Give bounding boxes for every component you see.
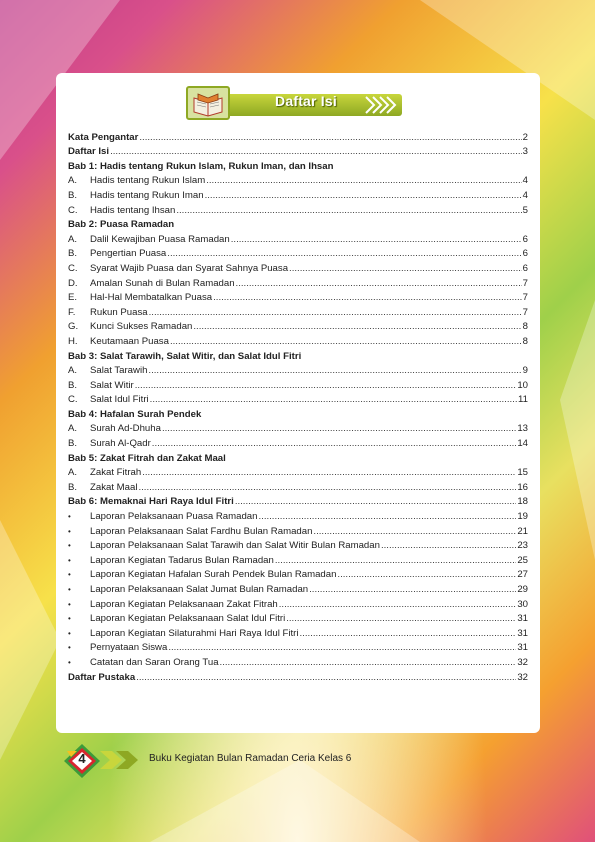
toc-entry-label: Hadis tentang Ihsan bbox=[90, 204, 176, 216]
toc-page-number: 7 bbox=[522, 292, 528, 304]
toc-entry-marker: A. bbox=[68, 233, 78, 245]
toc-entry bbox=[68, 493, 528, 508]
toc-entry-marker: • bbox=[68, 599, 71, 609]
toc-entry bbox=[68, 318, 528, 333]
toc-entry-label: Salat Witir bbox=[90, 379, 134, 391]
toc-page-number: 2 bbox=[522, 131, 528, 143]
toc-entry-label: Daftar Isi bbox=[68, 146, 110, 158]
toc-entry-marker: F. bbox=[68, 306, 76, 318]
toc-entry-marker: • bbox=[68, 555, 71, 565]
dot-leader bbox=[136, 672, 516, 683]
toc-entry bbox=[68, 595, 528, 610]
toc-entry-label: Bab 3: Salat Tarawih, Salat Witir, dan Salat Idul Fitri bbox=[68, 350, 302, 362]
dot-leader bbox=[142, 467, 516, 478]
dot-leader bbox=[193, 321, 521, 332]
toc-chapter-heading bbox=[68, 157, 528, 172]
toc-page-number: 16 bbox=[517, 481, 528, 493]
toc-entry-label: Pernyataan Siswa bbox=[90, 642, 168, 654]
dot-leader bbox=[289, 263, 522, 274]
toc-entry bbox=[68, 362, 528, 377]
toc-entry bbox=[68, 201, 528, 216]
toc-entry-label: Pengertian Puasa bbox=[90, 248, 167, 260]
toc-entry-marker: D. bbox=[68, 277, 78, 289]
toc-page-number: 32 bbox=[517, 656, 528, 668]
dot-leader bbox=[150, 394, 517, 405]
dot-leader bbox=[286, 613, 516, 624]
dot-leader bbox=[205, 190, 522, 201]
toc-entry-label: Kunci Sukses Ramadan bbox=[90, 321, 193, 333]
dot-leader bbox=[236, 278, 522, 289]
toc-entry-label: Zakat Fitrah bbox=[90, 467, 142, 479]
dot-leader bbox=[149, 307, 522, 318]
toc-entry bbox=[68, 653, 528, 668]
toc-entry bbox=[68, 537, 528, 552]
toc-page-number: 11 bbox=[518, 394, 528, 406]
dot-leader bbox=[167, 248, 521, 259]
dot-leader bbox=[381, 540, 516, 551]
toc-page-number: 14 bbox=[517, 438, 528, 450]
toc-entry-marker: A. bbox=[68, 467, 78, 479]
chevron-arrows-icon bbox=[364, 94, 404, 116]
toc-entry bbox=[68, 274, 528, 289]
toc-page-number: 8 bbox=[522, 335, 528, 347]
dot-leader bbox=[176, 205, 521, 216]
toc-entry-label: Daftar Pustaka bbox=[68, 671, 136, 683]
toc-entry-marker: C. bbox=[68, 204, 78, 216]
toc-entry-label: Bab 6: Memaknai Hari Raya Idul Fitri bbox=[68, 496, 234, 508]
toc-entry bbox=[68, 128, 528, 143]
toc-entry-marker: • bbox=[68, 570, 71, 580]
toc-entry-label: Rukun Puasa bbox=[90, 306, 148, 318]
dot-leader bbox=[110, 146, 522, 157]
toc-entry-marker: C. bbox=[68, 394, 78, 406]
toc-page-number: 29 bbox=[517, 584, 528, 595]
toc-entry bbox=[68, 551, 528, 566]
toc-entry bbox=[68, 610, 528, 625]
toc-entry-label: Hal-Hal Membatalkan Puasa bbox=[90, 292, 213, 304]
toc-entry-marker: B. bbox=[68, 379, 78, 391]
toc-entry-marker: A. bbox=[68, 365, 78, 377]
toc-entry-label: Bab 5: Zakat Fitrah dan Zakat Maal bbox=[68, 452, 226, 464]
toc-entry-marker: B. bbox=[68, 481, 78, 493]
toc-entry-marker: B. bbox=[68, 248, 78, 260]
toc-page-number: 7 bbox=[522, 277, 528, 289]
footer-arrows-icon bbox=[100, 749, 146, 771]
toc-entry-marker: E. bbox=[68, 292, 78, 304]
toc-page-number: 6 bbox=[522, 233, 528, 245]
dot-leader bbox=[337, 569, 516, 580]
dot-leader bbox=[135, 380, 517, 391]
toc-entry-marker: G. bbox=[68, 321, 79, 333]
toc-entry-label: Laporan Kegiatan Tadarus Bulan Ramadan bbox=[90, 554, 274, 566]
toc-entry-marker: • bbox=[68, 585, 71, 594]
toc-entry bbox=[68, 522, 528, 537]
toc-page-number: 27 bbox=[517, 569, 528, 581]
dot-leader bbox=[279, 599, 517, 610]
toc-chapter-heading bbox=[68, 405, 528, 420]
toc-entry bbox=[68, 478, 528, 493]
toc-entry-label: Hadis tentang Rukun Iman bbox=[90, 189, 204, 201]
toc-entry-label: Hadis tentang Rukun Islam bbox=[90, 175, 206, 187]
page-title: Daftar Isi bbox=[275, 93, 337, 109]
toc-entry-marker: • bbox=[68, 657, 71, 667]
dot-leader bbox=[206, 175, 521, 186]
dot-leader bbox=[309, 584, 516, 595]
toc-page-number: 3 bbox=[522, 146, 528, 158]
toc-page-number: 13 bbox=[517, 423, 528, 435]
toc-entry-marker: • bbox=[68, 628, 71, 638]
toc-entry-label: Surah Ad-Dhuha bbox=[90, 423, 161, 435]
toc-entry-marker: C. bbox=[68, 262, 78, 274]
toc-entry-label: Bab 1: Hadis tentang Rukun Islam, Rukun Iman, dan Ihsan bbox=[68, 160, 334, 172]
toc-entry-marker: B. bbox=[68, 189, 78, 201]
toc-page-number: 25 bbox=[517, 554, 528, 566]
toc-page-number: 32 bbox=[517, 671, 528, 683]
toc-entry bbox=[68, 289, 528, 304]
dot-leader bbox=[231, 234, 522, 245]
toc-page-number: 4 bbox=[522, 189, 528, 201]
toc-entry bbox=[68, 668, 528, 683]
dot-leader bbox=[258, 511, 516, 522]
toc-entry-label: Laporan Pelaksanaan Salat Fardhu Bulan Ramadan bbox=[90, 525, 313, 537]
toc-entry bbox=[68, 580, 528, 595]
toc-page-number: 31 bbox=[517, 642, 528, 654]
toc-entry-marker: • bbox=[68, 643, 71, 653]
dot-leader bbox=[139, 132, 521, 143]
dot-leader bbox=[313, 526, 516, 537]
toc-page-number: 31 bbox=[517, 613, 528, 625]
toc-entry bbox=[68, 391, 528, 406]
toc-entry-label: Laporan Pelaksanaan Salat Jumat Bulan Ramadan bbox=[90, 584, 309, 595]
toc-entry-label: Dalil Kewajiban Puasa Ramadan bbox=[90, 233, 230, 245]
toc-chapter-heading bbox=[68, 216, 528, 231]
toc-page-number: 5 bbox=[522, 204, 528, 216]
toc-entry-label: Laporan Pelaksanaan Salat Tarawih dan Salat Witir Bulan Ramadan bbox=[90, 540, 380, 552]
toc-entry-label: Salat Tarawih bbox=[90, 365, 148, 377]
toc-entry-label: Syarat Wajib Puasa dan Syarat Sahnya Puasa bbox=[90, 262, 289, 274]
toc-entry-label: Catatan dan Saran Orang Tua bbox=[90, 656, 219, 668]
dot-leader bbox=[152, 438, 517, 449]
toc-entry-marker: A. bbox=[68, 423, 78, 435]
toc-page-number: 8 bbox=[522, 321, 528, 333]
book-icon bbox=[186, 86, 230, 120]
toc-entry-marker: • bbox=[68, 614, 71, 624]
toc-entry bbox=[68, 420, 528, 435]
toc-entry bbox=[68, 639, 528, 654]
toc-entry-marker: A. bbox=[68, 175, 78, 187]
toc-entry bbox=[68, 186, 528, 201]
toc-entry-label: Bab 2: Puasa Ramadan bbox=[68, 219, 175, 231]
toc-entry-label: Salat Idul Fitri bbox=[90, 394, 149, 406]
toc-page-number: 6 bbox=[522, 248, 528, 260]
toc-entry-label: Bab 4: Hafalan Surah Pendek bbox=[68, 408, 202, 420]
dot-leader bbox=[213, 292, 522, 303]
toc-entry-marker: • bbox=[68, 541, 71, 551]
toc-entry-label: Keutamaan Puasa bbox=[90, 335, 169, 347]
toc-entry bbox=[68, 172, 528, 187]
toc-entry bbox=[68, 624, 528, 639]
toc-entry-label: Laporan Kegiatan Pelaksanaan Zakat Fitrah bbox=[90, 598, 278, 610]
page-number: 4 bbox=[78, 751, 86, 766]
toc-entry-marker: B. bbox=[68, 438, 78, 450]
toc-entry-label: Surah Al-Qadr bbox=[90, 438, 151, 450]
dot-leader bbox=[235, 496, 517, 507]
dot-leader bbox=[220, 657, 517, 668]
toc-entry-label: Amalan Sunah di Bulan Ramadan bbox=[90, 277, 235, 289]
toc-page-number: 19 bbox=[517, 511, 528, 523]
toc-entry-marker: H. bbox=[68, 335, 78, 347]
toc-chapter-heading bbox=[68, 449, 528, 464]
toc-entry-marker: • bbox=[68, 512, 71, 522]
toc-entry bbox=[68, 376, 528, 391]
toc-entry bbox=[68, 303, 528, 318]
toc-page-number: 18 bbox=[517, 496, 528, 508]
toc-page-number: 7 bbox=[522, 306, 528, 318]
toc-entry-label: Laporan Pelaksanaan Puasa Ramadan bbox=[90, 511, 258, 523]
toc-entry-label: Kata Pengantar bbox=[68, 131, 139, 143]
toc-page-number: 30 bbox=[517, 598, 528, 610]
toc-entry bbox=[68, 434, 528, 449]
toc-entry bbox=[68, 507, 528, 522]
toc-entry-label: Laporan Kegiatan Silaturahmi Hari Raya Idul Fitri bbox=[90, 627, 299, 639]
book-title: Buku Kegiatan Bulan Ramadan Ceria Kelas 6 bbox=[149, 753, 352, 764]
toc-entry bbox=[68, 464, 528, 479]
dot-leader bbox=[162, 423, 516, 434]
header-banner bbox=[186, 86, 410, 120]
table-of-contents bbox=[68, 128, 528, 683]
toc-entry-marker: • bbox=[68, 526, 71, 536]
toc-page-number: 21 bbox=[517, 525, 528, 537]
toc-page-number: 9 bbox=[522, 365, 528, 377]
toc-entry bbox=[68, 566, 528, 581]
toc-entry bbox=[68, 143, 528, 158]
dot-leader bbox=[138, 482, 516, 493]
toc-page-number: 15 bbox=[517, 467, 528, 479]
toc-chapter-heading bbox=[68, 347, 528, 362]
toc-page-number: 10 bbox=[517, 379, 528, 391]
toc-entry bbox=[68, 245, 528, 260]
toc-page-number: 23 bbox=[517, 540, 528, 552]
dot-leader bbox=[275, 555, 516, 566]
toc-page-number: 31 bbox=[517, 627, 528, 639]
toc-entry bbox=[68, 332, 528, 347]
toc-page-number: 6 bbox=[522, 262, 528, 274]
toc-entry bbox=[68, 259, 528, 274]
toc-entry-label: Laporan Kegiatan Pelaksanaan Salat Idul Fitri bbox=[90, 613, 286, 625]
dot-leader bbox=[148, 365, 521, 376]
dot-leader bbox=[168, 642, 516, 653]
toc-entry-label: Laporan Kegiatan Hafalan Surah Pendek Bulan Ramadan bbox=[90, 569, 337, 581]
toc-entry bbox=[68, 230, 528, 245]
toc-page-number: 4 bbox=[522, 175, 528, 187]
toc-entry-label: Zakat Maal bbox=[90, 481, 138, 493]
dot-leader bbox=[170, 336, 522, 347]
dot-leader bbox=[300, 628, 517, 639]
